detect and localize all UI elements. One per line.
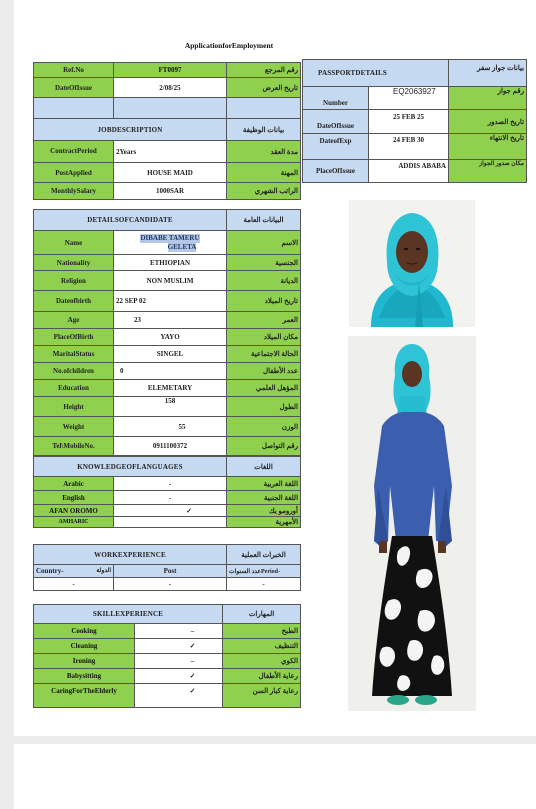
candidate-details-header: DETAILSOFCANDIDATE — [34, 210, 227, 231]
phone-value: 0911100372 — [114, 437, 227, 456]
monthly-salary-label-ar: الراتب الشهري — [227, 183, 301, 200]
religion-label: Religion — [34, 271, 114, 291]
skill-elderly-care-value: ✓ — [135, 684, 223, 708]
work-experience-header: WORKEXPERIENCE — [34, 545, 227, 565]
marital-status-value: SINGEL — [114, 346, 227, 363]
language-amharic-value — [114, 517, 227, 528]
contract-period-label-ar: مدة العقد — [227, 141, 301, 163]
work-period-value: - — [227, 578, 301, 591]
passport-place-value: ADDIS ABABA — [369, 160, 449, 183]
work-experience-header-ar: الخبرات العملية — [227, 545, 301, 565]
name-value — [114, 231, 227, 255]
languages-header: KNOWLEDGEOFLANGUAGES — [34, 457, 227, 477]
nationality-label-ar: الجنسية — [227, 255, 301, 271]
language-amharic-label-ar: الأمهرية — [227, 517, 301, 528]
country-label: Country- — [36, 567, 64, 575]
date-of-birth-value: 22 SEP 02 — [114, 291, 227, 312]
language-oromo-label: AFAN OROMO — [34, 505, 114, 517]
issue-date-label: DateOfIssue — [34, 78, 114, 98]
language-arabic-label: Arabic — [34, 477, 114, 491]
blank-cell — [34, 98, 114, 119]
age-label: Age — [34, 312, 114, 329]
weight-label: Weight — [34, 417, 114, 437]
religion-value: NON MUSLIM — [114, 271, 227, 291]
job-description-table — [33, 118, 301, 200]
age-label-ar: العمر — [227, 312, 301, 329]
place-of-birth-label-ar: مكان الميلاد — [227, 329, 301, 346]
portrait-photo — [349, 200, 475, 327]
phone-label: Tel\MobileNo. — [34, 437, 114, 456]
country-column-header — [34, 565, 114, 578]
education-value: ELEMETARY — [114, 380, 227, 397]
passport-details-table — [302, 59, 527, 183]
height-label-ar: الطول — [227, 397, 301, 417]
phone-label-ar: رقم التواصل — [227, 437, 301, 456]
language-oromo-label-ar: أورومو يك — [227, 505, 301, 517]
skill-ironing-label-ar: الكوي — [223, 654, 301, 669]
job-description-header: JOBDESCRIPTION — [34, 119, 227, 141]
children-label: No.ofchildren — [34, 363, 114, 380]
passport-expiry-label-ar: تاريخ الانتهاء — [449, 134, 527, 160]
application-page — [14, 0, 536, 736]
ref-label-ar: رقم المرجع — [227, 63, 301, 78]
children-value: 0 — [114, 363, 227, 380]
language-amharic-label: AMHARIC — [34, 517, 114, 528]
skill-cooking-label-ar: الطبخ — [223, 624, 301, 639]
date-of-birth-label: Dateofbirth — [34, 291, 114, 312]
name-line-1: DIBABE TAMERU — [140, 233, 200, 242]
language-english-label: English — [34, 491, 114, 505]
language-oromo-value: ✓ — [114, 505, 227, 517]
education-label: Education — [34, 380, 114, 397]
language-arabic-label-ar: اللغة العربية — [227, 477, 301, 491]
work-post-value: - — [114, 578, 227, 591]
period-column-header — [227, 565, 301, 578]
weight-value: 55 — [114, 417, 227, 437]
skill-cleaning-value: ✓ — [135, 639, 223, 654]
place-of-birth-label: PlaceOfBirth — [34, 329, 114, 346]
job-description-header-ar: بيانات الوظيفة — [227, 119, 301, 141]
height-value: 158 — [114, 397, 227, 417]
name-line-2: GELETA — [167, 242, 197, 251]
passport-expiry-value: 24 FEB 30 — [369, 134, 449, 160]
next-page — [14, 744, 536, 809]
weight-label-ar: الوزن — [227, 417, 301, 437]
skill-ironing-label: Ironing — [34, 654, 135, 669]
passport-issue-value: 25 FEB 25 — [369, 110, 449, 134]
skill-ironing-value: – — [135, 654, 223, 669]
language-arabic-value: - — [114, 477, 227, 491]
post-applied-value: HOUSE MAID — [114, 163, 227, 183]
country-label-ar: الدولة — [96, 568, 111, 574]
ref-label: Ref.No — [34, 63, 114, 78]
height-label: Height — [34, 397, 114, 417]
passport-number-label: Number — [303, 87, 369, 110]
skill-elderly-care-label-ar: رعاية كبار السن — [223, 684, 301, 708]
languages-header-ar: اللغات — [227, 457, 301, 477]
form-title: ApplicationforEmployment — [184, 41, 274, 50]
nationality-label: Nationality — [34, 255, 114, 271]
monthly-salary-value: 1000SAR — [114, 183, 227, 200]
skills-table — [33, 604, 301, 708]
name-label-ar: الاسم — [227, 231, 301, 255]
passport-issue-label-ar: تاريخ الصدور — [449, 110, 527, 134]
candidate-details-header-ar: البيانات العامة — [227, 210, 301, 231]
age-value: 23 — [114, 312, 227, 329]
passport-expiry-label: DateofExp — [303, 134, 369, 160]
post-applied-label: PostApplied — [34, 163, 114, 183]
skills-header-ar: المهارات — [223, 605, 301, 624]
monthly-salary-label: MonthlySalary — [34, 183, 114, 200]
skill-babysitting-label: Babysitting — [34, 669, 135, 684]
full-body-photo — [348, 336, 476, 711]
portrait-illustration — [349, 200, 475, 327]
candidate-details-table — [33, 209, 301, 456]
name-label: Name — [34, 231, 114, 255]
work-experience-table — [33, 544, 301, 591]
religion-label-ar: الديانة — [227, 271, 301, 291]
contract-period-value: 2Years — [114, 141, 227, 163]
languages-table — [33, 456, 301, 528]
passport-header: PASSPORTDETAILS — [303, 60, 449, 87]
passport-header-ar: بيانات جواز سفر — [449, 60, 527, 87]
nationality-value: ETHIOPIAN — [114, 255, 227, 271]
reference-table — [33, 62, 301, 119]
skill-cleaning-label: Cleaning — [34, 639, 135, 654]
passport-place-label-ar: مكان صدور الجواز — [449, 160, 527, 183]
marital-status-label: MaritalStatus — [34, 346, 114, 363]
skill-babysitting-value: ✓ — [135, 669, 223, 684]
language-english-value: - — [114, 491, 227, 505]
issue-date-value: 2/08/25 — [114, 78, 227, 98]
date-of-birth-label-ar: تاريخ الميلاد — [227, 291, 301, 312]
skill-babysitting-label-ar: رعاية الأطفال — [223, 669, 301, 684]
ref-value: FT0097 — [114, 63, 227, 78]
passport-number-label-ar: رقم جواز — [449, 87, 527, 110]
language-english-label-ar: اللغة الجنبية — [227, 491, 301, 505]
blank-cell — [114, 98, 227, 119]
full-body-illustration — [348, 336, 476, 711]
passport-place-label: PlaceOfIssue — [303, 160, 369, 183]
place-of-birth-value: YAYO — [114, 329, 227, 346]
education-label-ar: المؤهل العلمي — [227, 380, 301, 397]
blank-cell — [227, 98, 301, 119]
children-label-ar: عدد الأطفال — [227, 363, 301, 380]
post-column-header: Post — [114, 565, 227, 578]
contract-period-label: ContractPeriod — [34, 141, 114, 163]
work-country-value: - — [34, 578, 114, 591]
marital-status-label-ar: الحالة الاجتماعية — [227, 346, 301, 363]
post-applied-label-ar: المهنة — [227, 163, 301, 183]
skill-elderly-care-label: CaringForTheElderly — [34, 684, 135, 708]
passport-number-value: EQ2063927 — [369, 87, 449, 110]
passport-issue-label: DateOfIssue — [303, 110, 369, 134]
issue-date-label-ar: تاريخ العرض — [227, 78, 301, 98]
skills-header: SKILLEXPERIENCE — [34, 605, 223, 624]
skill-cleaning-label-ar: التنظيف — [223, 639, 301, 654]
period-label-ar: عدد السنوات — [229, 568, 261, 575]
period-label: Period- — [260, 568, 280, 575]
skill-cooking-label: Cooking — [34, 624, 135, 639]
skill-cooking-value: – — [135, 624, 223, 639]
